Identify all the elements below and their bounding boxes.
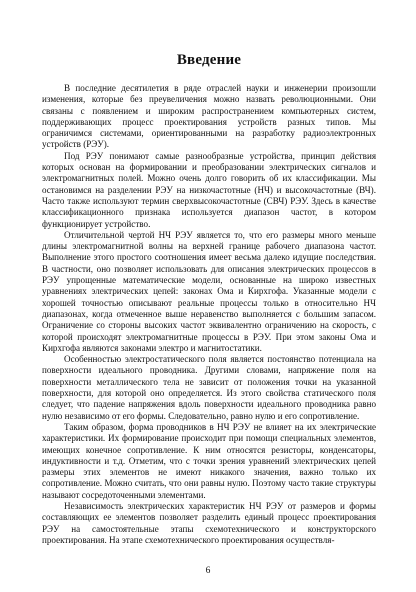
paragraph: Отличительной чертой НЧ РЭУ является то, что его размеры много меньше длины электромагнитной волны на верхней границе рабочего диапазона частот. Выполнение этого простого соотношения имеет весьма далеко идущие последствия. В частности, оно позволяет использовать для описания электрических процессов в РЭУ упрощенные математические модели, основанные на широко известных уравнениях электрических цепей: законах Ома и Кирхгофа. Указанные модели с хорошей точностью описывают реальные процессы только в относительно НЧ диапазонах, когда отмеченное выше неравенство выполняется с большим запасом. Ограничение со стороны высоких частот эквивалентно ограничению на скорость, с которой происходят электромагнитные процессы в РЭУ. При этом законы Ома и Кирхгофа являются законами электро и магнитостатики. bbox=[42, 229, 376, 353]
page-title: Введение bbox=[176, 52, 242, 68]
paragraph: Независимость электрических характеристик НЧ РЭУ от размеров и формы составляющих ее элементов позволяет разделить единый процесс проектирования РЭУ на самостоятельные этапы схемотехнического и конструкторского проектирования. На этапе схемотехнического проектирования осуществля- bbox=[42, 500, 376, 545]
page-number: 6 bbox=[205, 566, 211, 576]
paragraph: Таким образом, форма проводников в НЧ РЭУ не влияет на их электрические характеристики. Их формирование происходит при помощи специальных элементов, имеющих конечное сопротивление. К ним относятся резисторы, конденсаторы, индуктивности и т.д. Отметим, что с точки зрения уравнений электрических цепей размеры этих элементов не имеют никакого значения, важно только их сопротивление. Можно считать, что они равны нулю. Поэтому часто такие структуры называют сосредоточенными элементами. bbox=[42, 421, 376, 500]
paragraph: Особенностью электростатического поля является постоянство потенциала на поверхности идеального проводника. Другими словами, напряжение поля на поверхности металлического тела не зависит от положения точки на указанной поверхности, для которой оно определяется. Из этого свойства статического поля следует, что падение напряжения вдоль поверхности идеального проводника равно нулю независимо от его формы. Следовательно, равно нулю и его сопротивление. bbox=[42, 354, 376, 421]
paragraph: В последние десятилетия в ряде отраслей науки и инженерии произошли изменения, которые без преувеличения можно назвать революционными. Они связаны с появлением и широким распространением компьютерных систем, поддерживающих процесс проектирования устройств разных типов. Мы ограничимся системами, ориентированными на разработку радиоэлектронных устройств (РЭУ). bbox=[42, 83, 376, 150]
paragraph: Под РЭУ понимают самые разнообразные устройства, принцип действия которых основан на формировании и преобразовании электрических сигналов и электромагнитных полей. Можно очень долго говорить об их классификации. Мы остановимся на разделении РЭУ на низкочастотные (НЧ) и высокочастотные (ВЧ). Часто также используют термин сверхвысокочастотные (СВЧ) РЭУ. Здесь в качестве классификационного признака используется диапазон частот, в котором функционирует устройство. bbox=[42, 150, 376, 229]
